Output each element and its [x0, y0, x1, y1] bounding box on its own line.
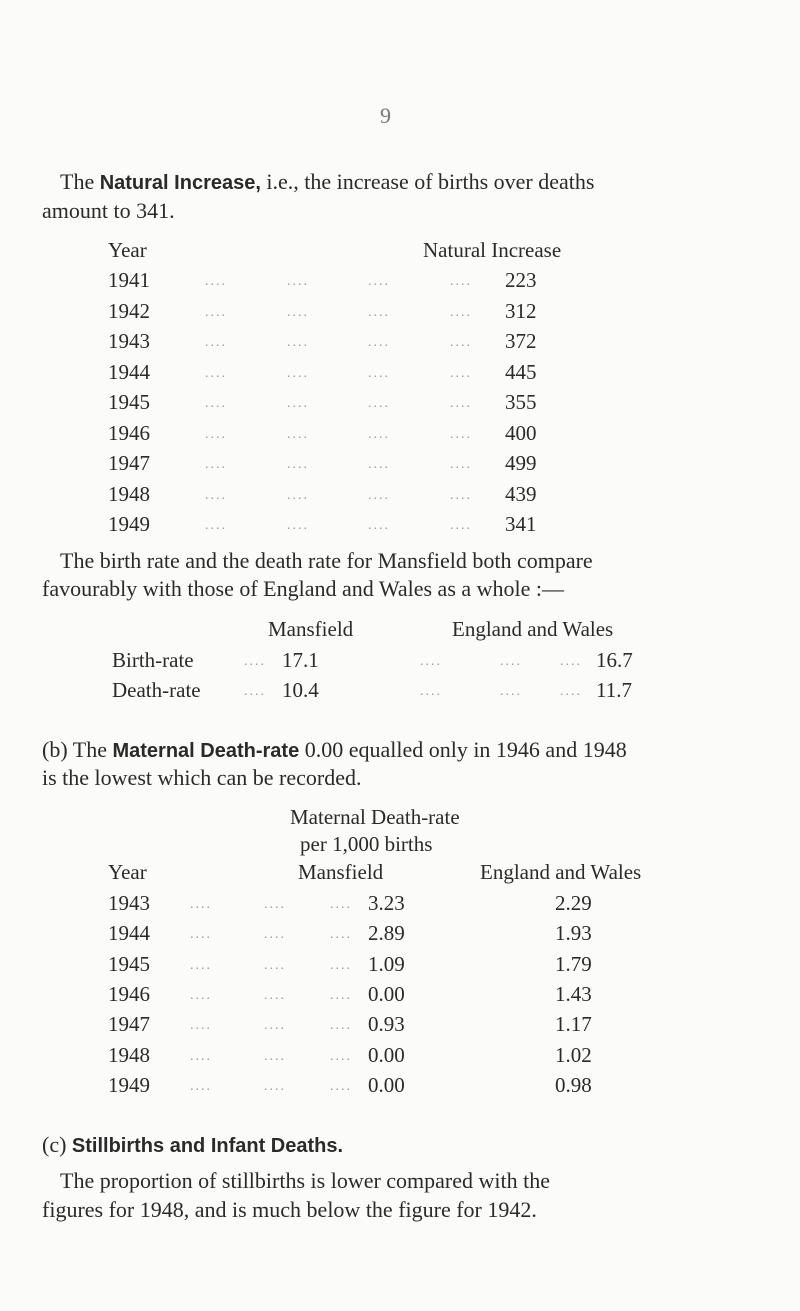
- stillbirths-line2: figures for 1948, and is much below the figure for 1942.: [42, 1197, 537, 1222]
- leader-dots: ....: [330, 1078, 352, 1094]
- leader-dots: ....: [205, 487, 227, 503]
- leader-dots: ....: [244, 654, 266, 669]
- maternal-intro-line2: is the lowest which can be recorded.: [42, 765, 362, 790]
- leader-dots: ....: [330, 987, 352, 1003]
- leader-dots: ....: [330, 897, 352, 912]
- england-rate-cell: 11.7: [596, 678, 632, 702]
- maternal-intro-line1: [42, 736, 627, 765]
- rate-label: Death-rate: [112, 678, 201, 702]
- rates-england-header: England and Wales: [452, 617, 614, 641]
- table-row: [0, 952, 800, 980]
- england-maternal-cell: 1.43: [555, 981, 592, 1006]
- stillbirths-heading-line: [42, 1131, 343, 1160]
- natural-increase-cell: 499: [505, 451, 537, 475]
- leader-dots: ....: [368, 274, 390, 289]
- year-cell: 1948: [108, 1042, 150, 1067]
- table-row: [0, 360, 800, 388]
- year-cell: 1943: [108, 891, 150, 915]
- leader-dots: ....: [450, 396, 472, 411]
- rates-mansfield-header: Mansfield: [268, 617, 354, 641]
- natural-increase-cell: 341: [505, 512, 537, 536]
- intro-prefix: The: [60, 169, 100, 194]
- leader-dots: ....: [190, 957, 212, 973]
- compare-line2: favourably with those of England and Wales as a whole :—: [42, 576, 565, 601]
- england-maternal-cell: 2.29: [555, 891, 592, 915]
- leader-dots: ....: [205, 518, 227, 533]
- mansfield-maternal-cell: 0.93: [368, 1012, 405, 1037]
- leader-dots: ....: [368, 426, 390, 442]
- mansfield-rate-cell: 17.1: [282, 648, 319, 672]
- leader-dots: ....: [368, 518, 390, 533]
- leader-dots: ....: [500, 654, 522, 669]
- leader-dots: ....: [287, 365, 309, 381]
- table-row: [0, 648, 800, 676]
- leader-dots: ....: [190, 897, 212, 912]
- leader-dots: ....: [560, 684, 582, 699]
- leader-dots: ....: [500, 684, 522, 699]
- maternal-heading-line2: per 1,000 births: [300, 832, 433, 856]
- stillbirths-line1: The proportion of stillbirths is lower compared with the: [60, 1168, 551, 1193]
- year-cell: 1949: [108, 512, 150, 536]
- mansfield-maternal-cell: 0.00: [368, 1042, 405, 1067]
- maternal-england-header: England and Wales: [480, 860, 642, 884]
- leader-dots: ....: [368, 365, 390, 381]
- leader-dots: ....: [330, 927, 352, 943]
- leader-dots: ....: [205, 426, 227, 442]
- table-row: [0, 512, 800, 540]
- stillbirths-heading: Stillbirths and Infant Deaths.: [71, 1135, 344, 1157]
- rate-label: Birth-rate: [112, 648, 194, 672]
- leader-dots: ....: [244, 684, 266, 699]
- table-row: [0, 390, 800, 418]
- leader-dots: ....: [190, 1048, 212, 1064]
- natural-increase-cell: 400: [505, 420, 537, 445]
- leader-dots: ....: [330, 1048, 352, 1064]
- leader-dots: ....: [205, 457, 227, 472]
- section-b-marker: (b): [42, 737, 68, 762]
- leader-dots: ....: [190, 1078, 212, 1094]
- table-row: [0, 299, 800, 327]
- leader-dots: ....: [450, 304, 472, 320]
- leader-dots: ....: [287, 304, 309, 320]
- year-cell: 1944: [108, 359, 150, 384]
- leader-dots: ....: [368, 396, 390, 411]
- natural-increase-cell: 445: [505, 359, 537, 384]
- year-cell: 1945: [108, 390, 150, 414]
- leader-dots: ....: [264, 1078, 286, 1094]
- leader-dots: ....: [287, 426, 309, 442]
- mansfield-maternal-cell: 3.23: [368, 891, 405, 915]
- year-cell: 1948: [108, 481, 150, 506]
- leader-dots: ....: [368, 304, 390, 320]
- year-cell: 1947: [108, 451, 150, 475]
- leader-dots: ....: [287, 335, 309, 350]
- leader-dots: ....: [205, 304, 227, 320]
- table-row: [0, 891, 800, 919]
- table-row: [0, 268, 800, 296]
- leader-dots: ....: [420, 654, 442, 669]
- england-maternal-cell: 0.98: [555, 1072, 592, 1097]
- leader-dots: ....: [368, 487, 390, 503]
- leader-dots: ....: [205, 365, 227, 381]
- leader-dots: ....: [205, 335, 227, 350]
- mansfield-rate-cell: 10.4: [282, 678, 319, 702]
- leader-dots: ....: [190, 927, 212, 943]
- year-cell: 1944: [108, 921, 150, 946]
- table-row: [0, 1043, 800, 1071]
- england-rate-cell: 16.7: [596, 648, 633, 672]
- mansfield-maternal-cell: 2.89: [368, 921, 405, 946]
- year-cell: 1943: [108, 329, 150, 353]
- leader-dots: ....: [368, 457, 390, 472]
- section-c-marker: (c): [42, 1132, 67, 1157]
- leader-dots: ....: [450, 487, 472, 503]
- leader-dots: ....: [287, 274, 309, 289]
- leader-dots: ....: [450, 274, 472, 289]
- leader-dots: ....: [264, 957, 286, 973]
- leader-dots: ....: [190, 987, 212, 1003]
- maternal-heading-line1: Maternal Death-rate: [290, 805, 460, 829]
- leader-dots: ....: [450, 365, 472, 381]
- natural-increase-intro-line1: [60, 168, 594, 197]
- leader-dots: ....: [450, 457, 472, 472]
- table-row: [0, 421, 800, 449]
- intro-rest: i.e., the increase of births over deaths: [260, 169, 595, 194]
- england-maternal-cell: 1.02: [555, 1042, 592, 1067]
- table-row: [0, 482, 800, 510]
- natural-increase-cell: 355: [505, 390, 537, 414]
- leader-dots: ....: [190, 1018, 212, 1034]
- leader-dots: ....: [330, 1018, 352, 1034]
- mansfield-maternal-cell: 0.00: [368, 981, 405, 1006]
- year-cell: 1946: [108, 420, 150, 445]
- year-cell: 1941: [108, 268, 150, 292]
- year-cell: 1947: [108, 1012, 150, 1037]
- table-row: [0, 678, 800, 706]
- leader-dots: ....: [264, 927, 286, 943]
- table-row: [0, 329, 800, 357]
- maternal-year-header: Year: [108, 860, 147, 884]
- leader-dots: ....: [287, 487, 309, 503]
- leader-dots: ....: [450, 518, 472, 533]
- leader-dots: ....: [264, 1018, 286, 1034]
- table-row: [0, 451, 800, 479]
- leader-dots: ....: [287, 396, 309, 411]
- natural-increase-term: Natural Increase,: [99, 172, 261, 194]
- compare-line1: The birth rate and the death rate for Mansfield both compare: [60, 548, 593, 573]
- natural-increase-value-header: Natural Increase: [423, 238, 562, 262]
- maternal-intro-rest: 0.00 equalled only in 1946 and 1948: [299, 737, 627, 762]
- table-row: [0, 1012, 800, 1040]
- maternal-death-rate-term: Maternal Death-rate: [112, 740, 300, 762]
- england-maternal-cell: 1.79: [555, 951, 592, 976]
- leader-dots: ....: [450, 335, 472, 350]
- leader-dots: ....: [264, 987, 286, 1003]
- natural-increase-cell: 372: [505, 329, 537, 353]
- maternal-mansfield-header: Mansfield: [298, 860, 384, 884]
- natural-increase-cell: 223: [505, 268, 537, 292]
- natural-increase-intro-line2: amount to 341.: [42, 198, 175, 223]
- natural-increase-cell: 312: [505, 298, 537, 323]
- page-number: 9: [380, 103, 391, 128]
- leader-dots: ....: [287, 457, 309, 472]
- table-row: [0, 982, 800, 1010]
- leader-dots: ....: [368, 335, 390, 350]
- table-row: [0, 1073, 800, 1101]
- leader-dots: ....: [450, 426, 472, 442]
- year-cell: 1945: [108, 951, 150, 976]
- natural-increase-year-header: Year: [108, 238, 147, 262]
- england-maternal-cell: 1.17: [555, 1012, 592, 1037]
- natural-increase-cell: 439: [505, 481, 537, 506]
- leader-dots: ....: [264, 1048, 286, 1064]
- mansfield-maternal-cell: 1.09: [368, 951, 405, 976]
- mansfield-maternal-cell: 0.00: [368, 1072, 405, 1097]
- year-cell: 1942: [108, 298, 150, 323]
- england-maternal-cell: 1.93: [555, 921, 592, 946]
- maternal-intro-pre: The: [67, 737, 113, 762]
- year-cell: 1946: [108, 981, 150, 1006]
- leader-dots: ....: [205, 274, 227, 289]
- table-row: [0, 921, 800, 949]
- leader-dots: ....: [420, 684, 442, 699]
- leader-dots: ....: [330, 957, 352, 973]
- leader-dots: ....: [264, 897, 286, 912]
- leader-dots: ....: [205, 396, 227, 411]
- year-cell: 1949: [108, 1072, 150, 1097]
- leader-dots: ....: [560, 654, 582, 669]
- leader-dots: ....: [287, 518, 309, 533]
